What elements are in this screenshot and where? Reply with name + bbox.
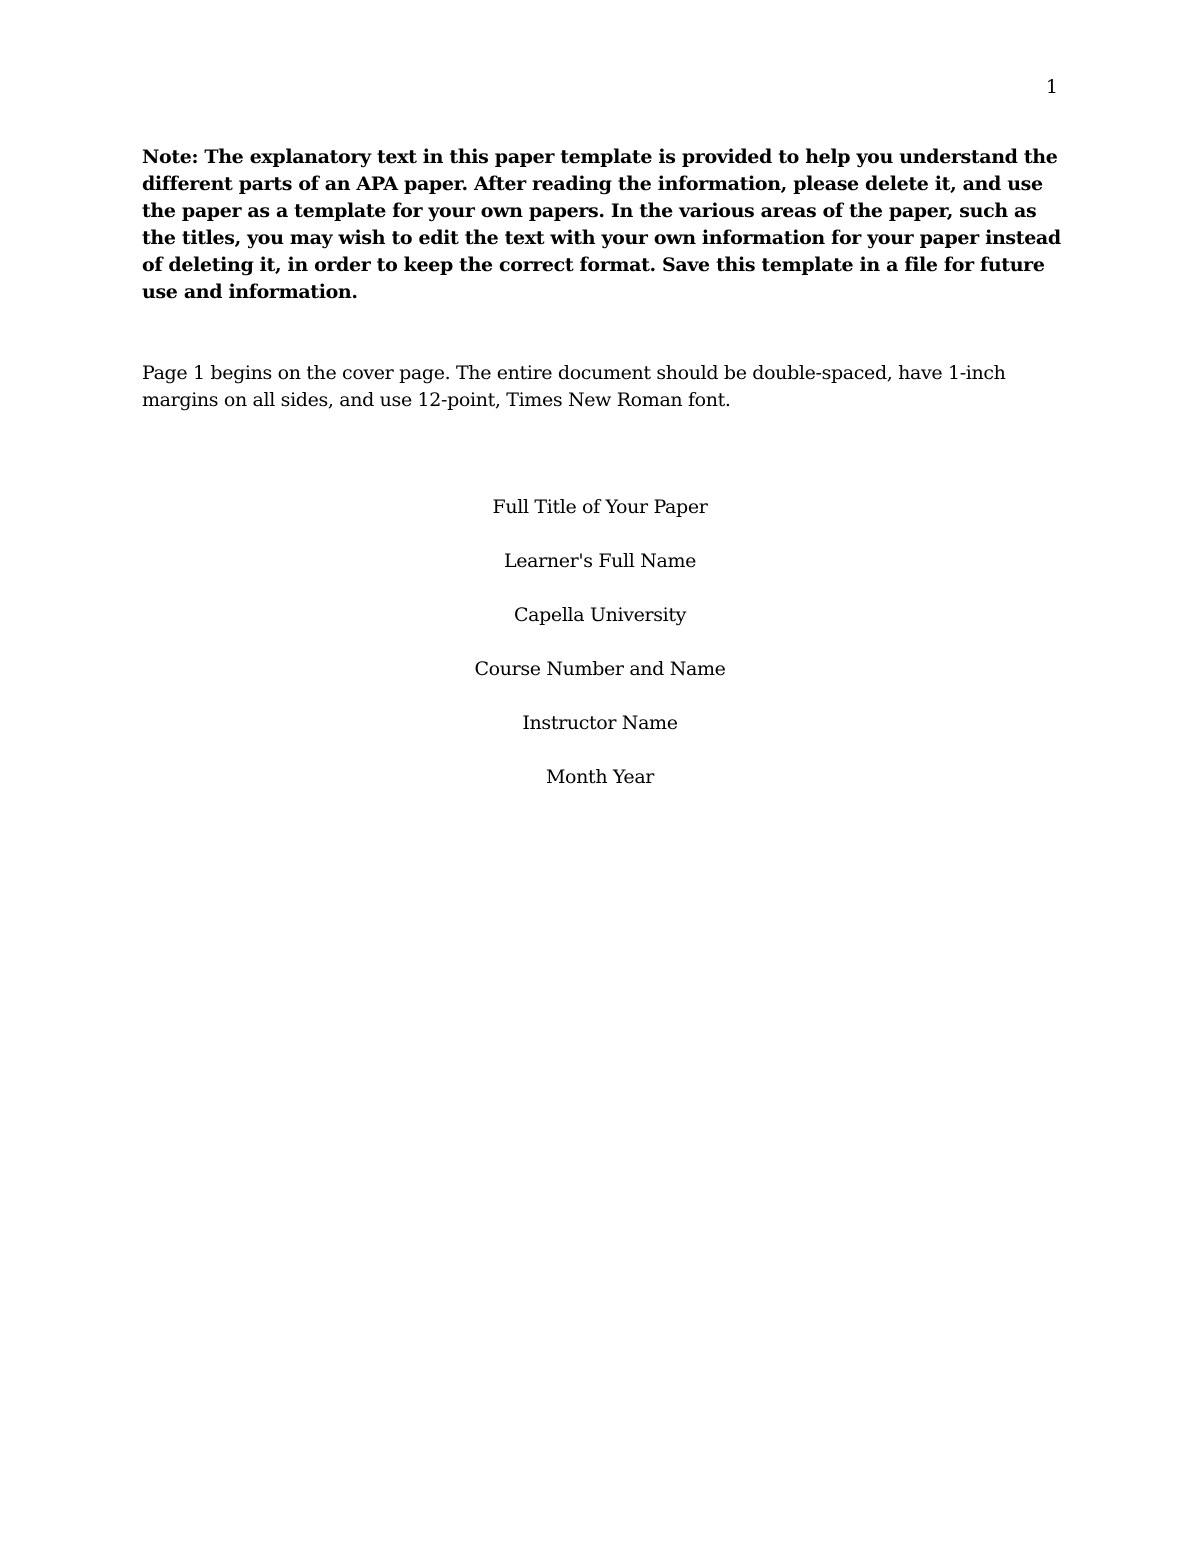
learner-name: Learner's Full Name <box>503 550 697 572</box>
instructor-name: Instructor Name <box>522 712 678 734</box>
university-name: Capella University <box>513 604 687 626</box>
submission-date: Month Year <box>545 766 655 788</box>
formatting-instructions: Page 1 begins on the cover page. The entire document should be double-spaced, have 1-inch margins on all sides, and use 12-point, Times New Roman font. <box>142 362 1006 411</box>
course-name: Course Number and Name <box>474 658 726 680</box>
paper-title: Full Title of Your Paper <box>492 496 708 518</box>
template-note: Note: The explanatory text in this paper template is provided to help you understand the different parts of an APA paper. After reading the information, please delete it, and use the paper as a template for your own papers. In the various areas of the paper, such as the titles, you may wish to edit the text with your own information for your paper instead of deleting it, in order to keep the correct format. Save this template in a file for future use and information. <box>142 146 1061 303</box>
page-number: 1 <box>1045 76 1058 98</box>
title-page-block <box>142 494 1058 818</box>
